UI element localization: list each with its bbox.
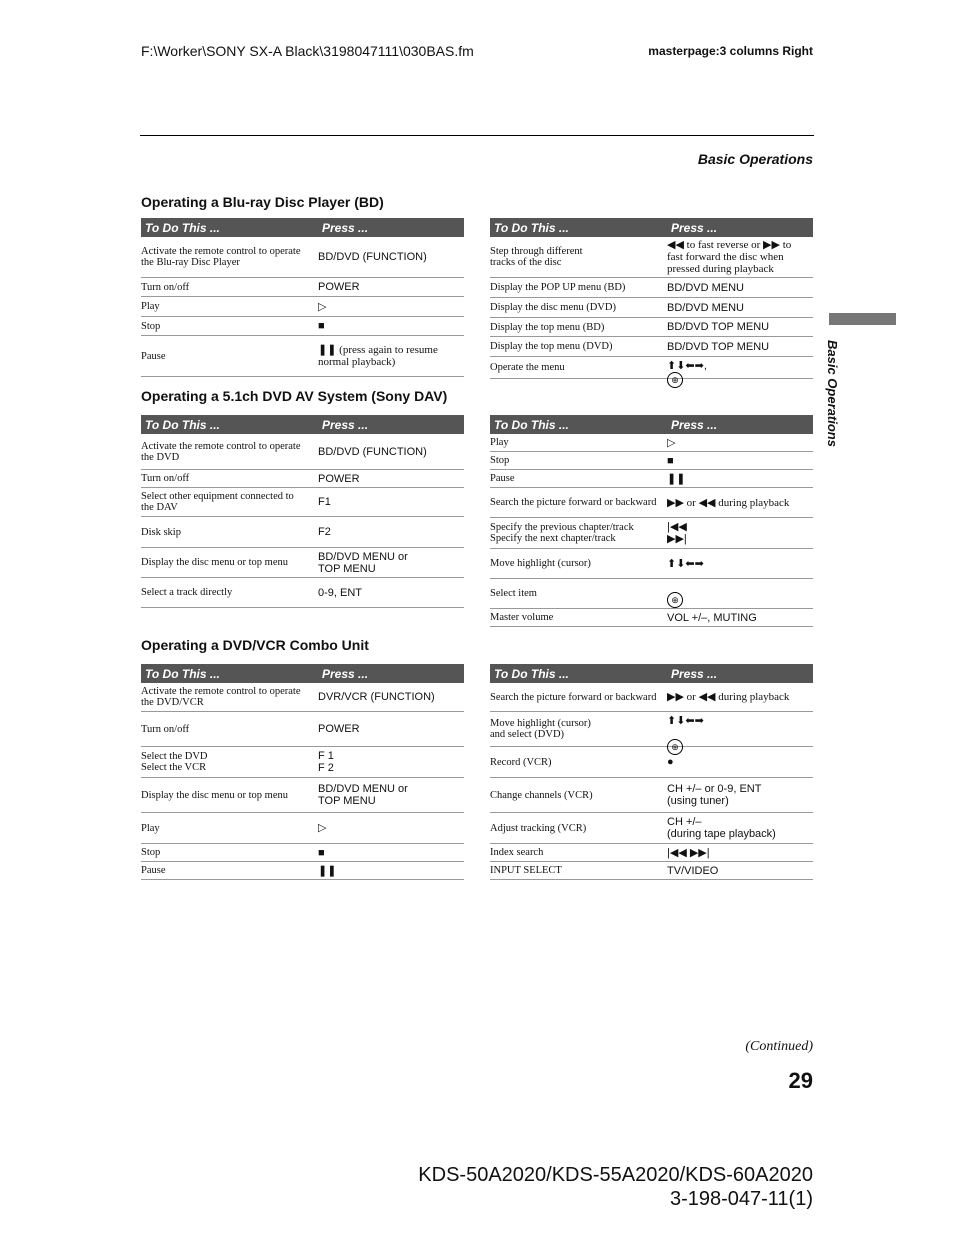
- table-row: [141, 578, 464, 608]
- enter-button-icon: ⊕: [667, 372, 683, 388]
- todo-cell: Play: [141, 301, 160, 312]
- todo-cell: Operate the menu: [490, 362, 565, 373]
- todo-cell: Record (VCR): [490, 756, 552, 768]
- press-header: Press ...: [322, 220, 369, 235]
- press-cell: ▶▶ or ◀◀ during playback: [667, 691, 790, 703]
- todo-cell: Pause: [141, 350, 166, 362]
- press-cell: 0-9, ENT: [318, 586, 363, 599]
- press-cell: BD/DVD MENU: [667, 301, 745, 314]
- part-number: 3-198-047-11(1): [669, 1188, 813, 1210]
- table-row: [490, 278, 813, 298]
- masterpage-label: masterpage:3 columns Right: [648, 44, 813, 58]
- press-cell: TV/VIDEO: [667, 864, 719, 877]
- table-row: [141, 317, 464, 336]
- table-row: [490, 549, 813, 579]
- press-cell: DVR/VCR (FUNCTION): [318, 691, 435, 703]
- stop-icon: ■: [318, 846, 325, 859]
- arrow-keys-icon: ⬆⬇⬅➡: [667, 557, 704, 570]
- press-cell: F 1 F 2: [318, 750, 334, 774]
- model-line: KDS-50A2020/KDS-55A2020/KDS-60A2020: [418, 1164, 813, 1186]
- todo-cell: Index search: [490, 847, 544, 858]
- todo-cell: Activate the remote control to operate the DVD/VCR: [141, 686, 301, 708]
- todo-cell: Step through different tracks of the disc: [490, 246, 583, 268]
- table-row: [490, 778, 813, 813]
- stop-icon: ■: [318, 320, 325, 332]
- table-header: [490, 415, 813, 434]
- play-icon: ▷: [318, 822, 327, 834]
- record-icon: ●: [667, 756, 674, 768]
- todo-cell: Turn on/off: [141, 281, 190, 293]
- table-row: [490, 452, 813, 470]
- todo-header: To Do This ...: [494, 220, 569, 235]
- table-header: [141, 415, 464, 434]
- file-path: F:\Worker\SONY SX-A Black\3198047111\030BAS.fm: [141, 43, 474, 59]
- todo-cell: Turn on/off: [141, 723, 190, 735]
- press-header: Press ...: [671, 220, 718, 235]
- todo-cell: Move highlight (cursor) and select (DVD): [490, 718, 591, 740]
- todo-header: To Do This ...: [145, 220, 220, 235]
- press-header: Press ...: [322, 417, 369, 432]
- table-row: [141, 548, 464, 578]
- press-cell: VOL +/–, MUTING: [667, 611, 757, 624]
- table-header: [490, 218, 813, 237]
- table-row: [490, 237, 813, 278]
- table-row: [141, 683, 464, 712]
- todo-cell: Select a track directly: [141, 587, 233, 598]
- side-tab: [829, 313, 896, 325]
- todo-cell: Search the picture forward or backward: [490, 497, 657, 508]
- todo-cell: Display the disc menu (DVD): [490, 302, 616, 313]
- todo-header: To Do This ...: [145, 666, 220, 681]
- press-cell: ❚❚ (press again to resume normal playback): [318, 344, 438, 368]
- combo-left-table: [141, 664, 464, 880]
- model-numbers: [418, 1163, 813, 1211]
- press-cell: F1: [318, 496, 331, 508]
- play-icon: ▷: [318, 300, 327, 313]
- arrow-keys-icon: ⬆⬇⬅➡: [667, 715, 704, 727]
- dav-left-table: [141, 415, 464, 608]
- table-row: [141, 488, 464, 517]
- table-row: [141, 297, 464, 317]
- todo-cell: Pause: [141, 865, 166, 876]
- todo-cell: Stop: [490, 455, 510, 466]
- table-row: [141, 517, 464, 548]
- todo-header: To Do This ...: [494, 666, 569, 681]
- skip-icons: |◀◀ ▶▶|: [667, 846, 710, 859]
- todo-cell: Activate the remote control to operate the DVD: [141, 440, 301, 463]
- table-row: [141, 237, 464, 278]
- table-header: [141, 664, 464, 683]
- table-row: [141, 278, 464, 297]
- table-row: [141, 336, 464, 377]
- table-row: [490, 434, 813, 452]
- todo-cell: Select item: [490, 588, 537, 599]
- todo-header: To Do This ...: [494, 417, 569, 432]
- todo-cell: Play: [490, 437, 509, 448]
- press-cell: ▶▶ or ◀◀ during playback: [667, 496, 790, 509]
- todo-cell: Adjust tracking (VCR): [490, 822, 587, 834]
- section-title-bd: Operating a Blu-ray Disc Player (BD): [141, 194, 384, 210]
- press-cell: [667, 348, 813, 388]
- press-header: Press ...: [671, 666, 718, 681]
- table-row: [490, 318, 813, 337]
- todo-cell: Select other equipment connected to the DAV: [141, 491, 294, 513]
- todo-cell: Disk skip: [141, 526, 181, 538]
- table-row: [141, 844, 464, 862]
- todo-cell: Select the DVD Select the VCR: [141, 751, 208, 773]
- todo-cell: Master volume: [490, 612, 554, 623]
- skip-icons: |◀◀ ▶▶|: [667, 521, 687, 545]
- press-cell: POWER: [318, 472, 360, 485]
- press-header: Press ...: [322, 666, 369, 681]
- press-cell: CH +/– or 0-9, ENT (using tuner): [667, 783, 762, 807]
- running-head: Basic Operations: [697, 151, 813, 167]
- table-row: [490, 470, 813, 488]
- press-cell: [667, 580, 813, 608]
- table-row: [141, 813, 464, 844]
- todo-cell: Pause: [490, 473, 515, 484]
- table-row: [490, 712, 813, 752]
- todo-cell: Display the POP UP menu (BD): [490, 282, 626, 293]
- todo-cell: Turn on/off: [141, 473, 190, 484]
- table-row: [490, 813, 813, 844]
- enter-button-icon: ⊕: [667, 592, 683, 608]
- press-cell: BD/DVD MENU: [667, 281, 745, 294]
- todo-cell: Specify the previous chapter/track Specify the next chapter/track: [490, 522, 634, 544]
- table-row: [490, 357, 813, 385]
- table-header: [490, 664, 813, 683]
- todo-cell: Play: [141, 822, 160, 834]
- press-cell: POWER: [318, 723, 360, 735]
- todo-cell: INPUT SELECT: [490, 865, 562, 876]
- press-cell: BD/DVD (FUNCTION): [318, 445, 427, 458]
- play-icon: ▷: [667, 436, 676, 449]
- table-row: [141, 747, 464, 778]
- press-cell: ◀◀ to fast reverse or ▶▶ to fast forward the disc when pressed during playback: [667, 239, 792, 275]
- table-row: [490, 844, 813, 862]
- press-cell: [667, 703, 813, 755]
- todo-cell: Stop: [141, 847, 161, 858]
- todo-header: To Do This ...: [145, 417, 220, 432]
- todo-cell: Move highlight (cursor): [490, 558, 591, 569]
- todo-cell: Activate the remote control to operate the Blu-ray Disc Player: [141, 246, 301, 268]
- dav-right-table: [490, 415, 813, 627]
- table-row: [141, 862, 464, 880]
- continued-note: (Continued): [745, 1039, 813, 1054]
- table-row: [490, 862, 813, 880]
- table-row: [141, 434, 464, 470]
- press-cell: BD/DVD MENU or TOP MENU: [318, 550, 408, 575]
- pause-icon: ❚❚: [667, 472, 686, 485]
- bd-left-table: [141, 218, 464, 377]
- arrow-keys-icon: ⬆⬇⬅➡,: [667, 359, 707, 372]
- press-cell: CH +/– (during tape playback): [667, 816, 776, 840]
- table-row: [141, 712, 464, 747]
- todo-cell: Display the top menu (BD): [490, 321, 605, 333]
- press-header: Press ...: [671, 417, 718, 432]
- table-row: [490, 609, 813, 627]
- table-row: [141, 470, 464, 488]
- bd-right-table: [490, 218, 813, 385]
- todo-cell: Search the picture forward or backward: [490, 691, 657, 703]
- press-cell: BD/DVD TOP MENU: [667, 321, 770, 333]
- section-title-combo: Operating a DVD/VCR Combo Unit: [141, 637, 369, 653]
- todo-cell: Display the disc menu or top menu: [141, 789, 288, 801]
- page-number: 29: [788, 1068, 813, 1093]
- press-cell: BD/DVD (FUNCTION): [318, 251, 427, 263]
- side-tab-label: Basic Operations: [825, 340, 840, 447]
- top-rule: [140, 135, 814, 136]
- todo-cell: Display the top menu (DVD): [490, 341, 613, 352]
- press-cell: F2: [318, 526, 331, 538]
- press-cell: BD/DVD MENU or TOP MENU: [318, 783, 408, 807]
- section-title-dav: Operating a 5.1ch DVD AV System (Sony DAV): [141, 388, 448, 404]
- table-row: [490, 579, 813, 609]
- table-row: [490, 518, 813, 549]
- press-cell: BD/DVD TOP MENU: [667, 340, 770, 353]
- table-row: [490, 298, 813, 318]
- table-row: [490, 488, 813, 518]
- todo-cell: Display the disc menu or top menu: [141, 557, 288, 568]
- todo-cell: Stop: [141, 320, 161, 332]
- enter-button-icon: ⊕: [667, 739, 683, 755]
- stop-icon: ■: [667, 454, 674, 467]
- table-row: [141, 778, 464, 813]
- combo-right-table: [490, 664, 813, 880]
- press-cell: POWER: [318, 281, 360, 293]
- pause-icon: ❚❚: [318, 864, 337, 877]
- table-header: [141, 218, 464, 237]
- todo-cell: Change channels (VCR): [490, 789, 593, 801]
